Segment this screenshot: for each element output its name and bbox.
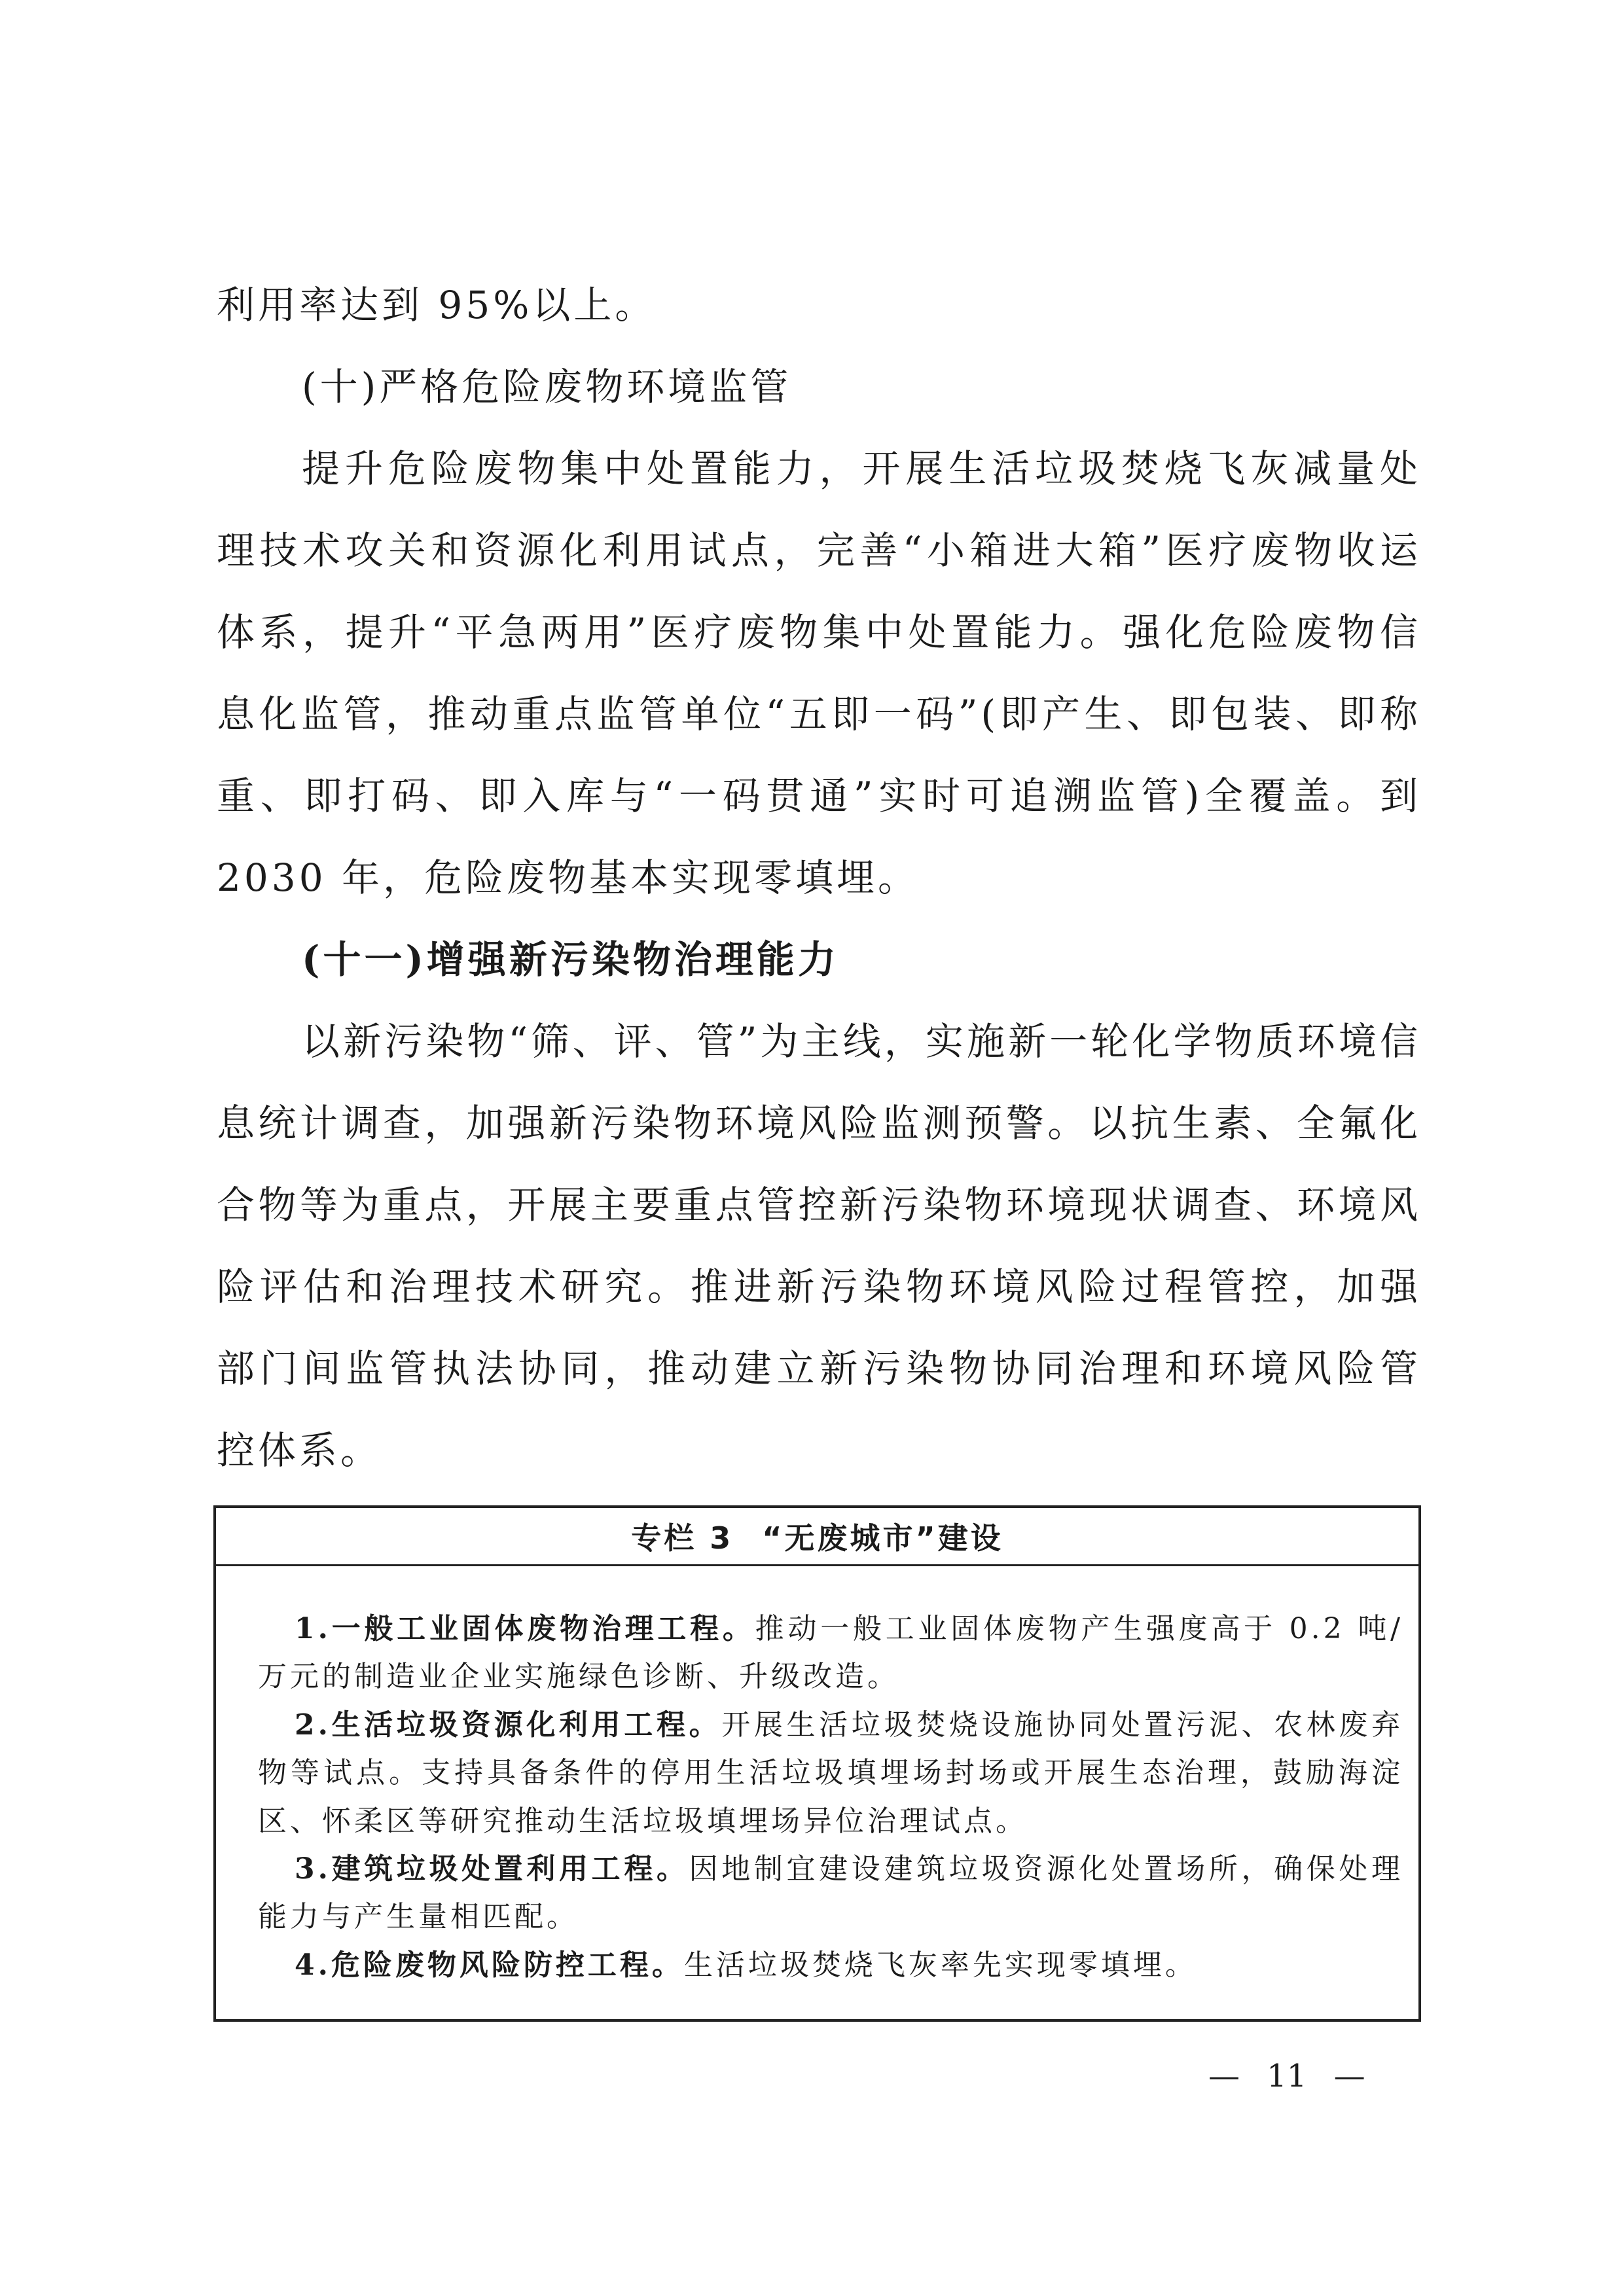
section-10-line: 息化监管，推动重点监管单位“五即一码”(即产生、即包装、即称: [217, 692, 1421, 736]
body-text: [217, 264, 1421, 1492]
section-11-line: 合物等为重点，开展主要重点管控新污染物环境现状调查、环境风: [217, 1183, 1421, 1227]
section-11-line: 以新污染物“筛、评、管”为主线，实施新一轮化学物质环境信: [302, 1019, 1421, 1064]
section-11-line: 控体系。: [217, 1428, 382, 1473]
column-box-title: “无废城市”建设: [762, 1520, 1003, 1556]
box-item-text: 开展生活垃圾焚烧设施协同处置污泥、农林废弃: [721, 1708, 1403, 1742]
box-item-line: [258, 1941, 1403, 1989]
section-10-line: 重、即打码、即入库与“一码贯通”实时可追溯监管)全覆盖。到: [217, 774, 1421, 818]
box-item-text: 因地制宜建设建筑垃圾资源化处置场所，确保处理: [689, 1852, 1403, 1886]
box-item-line: [258, 1701, 1403, 1749]
box-item-line: 万元的制造业企业实施绿色诊断、升级改造。: [258, 1660, 899, 1694]
section-10-heading: (十)严格危险废物环境监管: [302, 365, 792, 409]
intro-tail-line: 利用率达到 95%以上。: [217, 283, 657, 327]
box-item-title: 2.生活垃圾资源化利用工程。: [295, 1708, 722, 1742]
box-item-text: 推动一般工业固体废物产生强度高于 0.2 吨/: [755, 1612, 1403, 1645]
box-item-line: 区、怀柔区等研究推动生活垃圾填埋场异位治理试点。: [258, 1804, 1028, 1838]
column-box-header: [216, 1508, 1418, 1566]
section-10-line: 体系，提升“平急两用”医疗废物集中处置能力。强化危险废物信: [217, 610, 1421, 655]
box-item-title: 4.危险废物风险防控工程。: [295, 1948, 684, 1982]
box-item-line: 物等试点。支持具备条件的停用生活垃圾填埋场封场或开展生态治理，鼓励海淀: [258, 1756, 1403, 1790]
section-10-line: 提升危险废物集中处置能力，开展生活垃圾焚烧飞灰减量处: [302, 446, 1421, 491]
box-item-text: 生活垃圾焚烧飞灰率先实现零填埋。: [683, 1948, 1197, 1982]
column-box-label: 专栏 3: [631, 1520, 734, 1556]
box-item-title: 1.一般工业固体废物治理工程。: [295, 1612, 755, 1645]
section-10-line: 理技术攻关和资源化利用试点，完善“小箱进大箱”医疗废物收运: [217, 528, 1421, 573]
box-item-title: 3.建筑垃圾处置利用工程。: [295, 1852, 689, 1886]
box-item-line: [258, 1845, 1403, 1893]
section-11-heading: (十一)增强新污染物治理能力: [302, 937, 839, 982]
section-11-line: 险评估和治理技术研究。推进新污染物环境风险过程管控，加强: [217, 1265, 1421, 1309]
column-box: [213, 1505, 1421, 2022]
page-number: — 11 —: [1208, 2058, 1365, 2094]
section-11-line: 部门间监管执法协同，推动建立新污染物协同治理和环境风险管: [217, 1346, 1421, 1391]
box-item-line: [258, 1605, 1403, 1653]
column-box-body: [258, 1605, 1403, 1989]
section-10-line: 2030 年，危险废物基本实现零填埋。: [217, 855, 920, 900]
section-11-line: 息统计调查，加强新污染物环境风险监测预警。以抗生素、全氟化: [217, 1101, 1421, 1145]
box-item-line: 能力与产生量相匹配。: [258, 1900, 579, 1934]
